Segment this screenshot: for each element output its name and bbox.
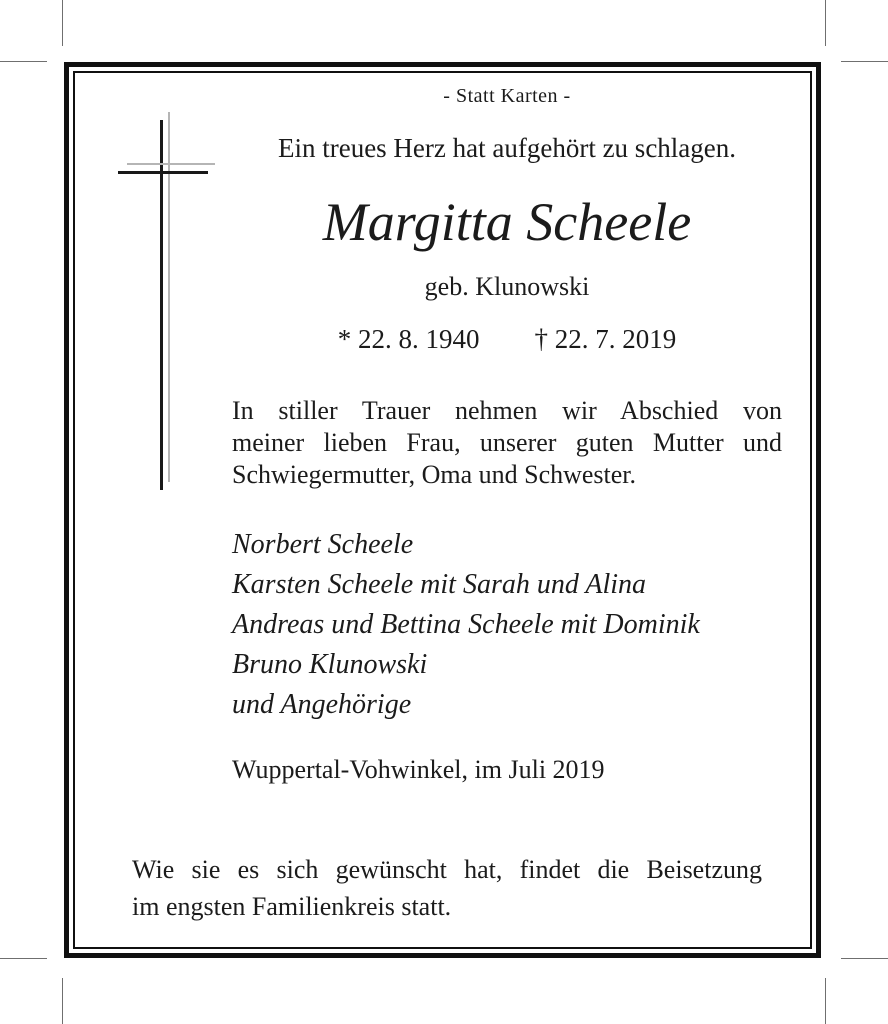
death-date: † 22. 7. 2019 bbox=[534, 324, 677, 354]
crop-mark-top-left-vertical bbox=[62, 0, 63, 46]
crop-mark-top-right-vertical bbox=[825, 0, 826, 46]
tribute-line: Schwiegermutter, Oma und Schwester. bbox=[232, 460, 637, 489]
crop-mark-bottom-right-vertical bbox=[825, 978, 826, 1024]
mourner-line: Norbert Scheele bbox=[232, 529, 414, 560]
cross-icon-black-vertical bbox=[160, 120, 163, 490]
crop-mark-bottom-right-horizontal bbox=[841, 958, 888, 959]
mourner-line: Bruno Klunowski bbox=[232, 649, 428, 680]
crop-mark-top-right-horizontal bbox=[841, 61, 888, 62]
closing-line: im engsten Familienkreis statt. bbox=[132, 892, 452, 921]
mourner-line: Andreas und Bettina Scheele mit Dominik bbox=[232, 609, 700, 640]
closing-paragraph bbox=[132, 851, 762, 925]
mourners-list bbox=[232, 525, 782, 725]
obituary-inner-border bbox=[73, 71, 812, 949]
mourner-line: Karsten Scheele mit Sarah und Alina bbox=[232, 569, 646, 600]
maiden-name: geb. Klunowski bbox=[424, 272, 590, 301]
cross-icon-gray-horizontal bbox=[127, 163, 215, 165]
crop-mark-bottom-left-horizontal bbox=[0, 958, 47, 959]
obituary-frame bbox=[64, 62, 821, 958]
mourner-line: und Angehörige bbox=[232, 689, 412, 720]
birth-date: * 22. 8. 1940 bbox=[337, 324, 480, 354]
cross-icon-gray-vertical bbox=[168, 112, 170, 482]
motto-line: Ein treues Herz hat aufgehört zu schlagen. bbox=[277, 133, 737, 163]
closing-line: Wie sie es sich gewünscht hat, findet die Beisetzung bbox=[132, 855, 762, 884]
life-dates bbox=[232, 324, 782, 355]
notice-text-column bbox=[232, 73, 782, 947]
place-date: Wuppertal-Vohwinkel, im Juli 2019 bbox=[232, 755, 605, 784]
pre-title: - Statt Karten - bbox=[443, 85, 571, 107]
deceased-name: Margitta Scheele bbox=[322, 192, 692, 252]
crop-mark-top-left-horizontal bbox=[0, 61, 47, 62]
tribute-paragraph bbox=[232, 395, 782, 491]
tribute-line: In stiller Trauer nehmen wir Abschied von bbox=[232, 396, 782, 425]
cross-icon-black-horizontal bbox=[118, 171, 208, 174]
crop-mark-bottom-left-vertical bbox=[62, 978, 63, 1024]
tribute-line: meiner lieben Frau, unserer guten Mutter und bbox=[232, 428, 782, 457]
